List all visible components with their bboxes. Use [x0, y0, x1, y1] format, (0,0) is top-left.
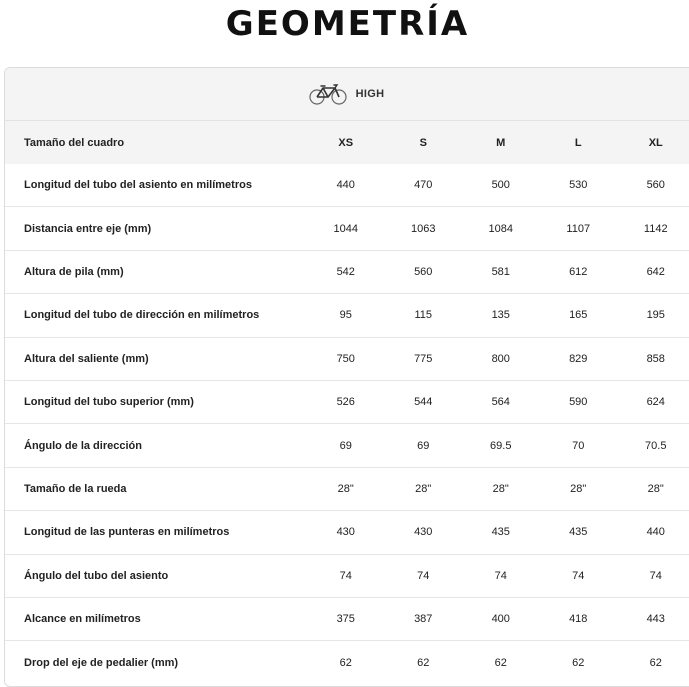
- row-value: 581: [491, 265, 510, 278]
- table-header-row: [5, 121, 689, 164]
- table-row: [5, 598, 689, 641]
- row-value: 642: [646, 265, 665, 278]
- row-value: 400: [491, 613, 510, 626]
- row-value: 440: [646, 526, 665, 539]
- table-row: [5, 381, 689, 424]
- row-label: Longitud de las punteras en milímetros: [24, 526, 230, 539]
- table-row: [5, 468, 689, 511]
- row-value: 62: [417, 656, 430, 669]
- row-value: 74: [572, 569, 585, 582]
- row-label: Distancia entre eje (mm): [24, 222, 152, 235]
- row-value: 1084: [488, 222, 513, 235]
- row-value: 560: [646, 179, 665, 192]
- row-value: 1044: [333, 222, 358, 235]
- row-value: 62: [339, 656, 352, 669]
- row-label: Drop del eje de pedalier (mm): [24, 656, 179, 669]
- row-value: 775: [414, 352, 433, 365]
- table-row: [5, 251, 689, 294]
- table-row: [5, 641, 689, 684]
- row-value: 95: [339, 309, 352, 322]
- size-header: XL: [648, 136, 663, 149]
- row-value: 375: [336, 613, 355, 626]
- row-label: Alcance en milímetros: [24, 613, 141, 626]
- size-header: M: [496, 136, 506, 149]
- page-title: GEOMETRÍA: [225, 4, 470, 44]
- row-label: Longitud del tubo superior (mm): [24, 396, 194, 409]
- row-value: 590: [569, 396, 588, 409]
- row-value: 195: [646, 309, 665, 322]
- row-value: 526: [336, 396, 355, 409]
- row-label: Ángulo del tubo del asiento: [24, 569, 169, 582]
- row-value: 560: [414, 265, 433, 278]
- row-value: 135: [491, 309, 510, 322]
- row-label: Ángulo de la dirección: [24, 439, 142, 452]
- row-value: 74: [339, 569, 352, 582]
- row-value: 70: [572, 439, 585, 452]
- table-row: [5, 424, 689, 467]
- row-value: 440: [336, 179, 355, 192]
- row-value: 74: [494, 569, 507, 582]
- row-value: 544: [414, 396, 433, 409]
- row-value: 530: [569, 179, 588, 192]
- row-value: 69.5: [490, 439, 512, 452]
- size-header: L: [574, 136, 582, 149]
- row-value: 418: [569, 613, 588, 626]
- row-value: 542: [336, 265, 355, 278]
- row-value: 800: [491, 352, 510, 365]
- row-label: Tamaño de la rueda: [24, 482, 127, 495]
- size-header: S: [419, 136, 427, 149]
- row-value: 750: [336, 352, 355, 365]
- variant-label: HIGH: [355, 88, 385, 100]
- variant-header: [5, 68, 689, 121]
- row-value: 69: [339, 439, 352, 452]
- row-value: 28": [337, 482, 354, 495]
- row-label: Altura de pila (mm): [24, 265, 124, 278]
- row-value: 829: [569, 352, 588, 365]
- row-value: 430: [414, 526, 433, 539]
- row-value: 858: [646, 352, 665, 365]
- row-value: 28": [492, 482, 509, 495]
- row-value: 564: [491, 396, 510, 409]
- row-value: 28": [570, 482, 587, 495]
- table-row: [5, 164, 689, 207]
- row-value: 435: [569, 526, 588, 539]
- row-value: 612: [569, 265, 588, 278]
- row-value: 387: [414, 613, 433, 626]
- row-value: 500: [491, 179, 510, 192]
- row-value: 1063: [411, 222, 436, 235]
- row-label: Longitud del tubo de dirección en milímetros: [24, 309, 260, 322]
- row-label: Longitud del tubo del asiento en milímetros: [24, 179, 252, 192]
- geometry-table: [4, 67, 689, 687]
- row-value: 28": [415, 482, 432, 495]
- bike-icon: [308, 82, 348, 106]
- row-value: 62: [494, 656, 507, 669]
- row-value: 62: [572, 656, 585, 669]
- header-label: Tamaño del cuadro: [24, 136, 125, 149]
- row-value: 74: [417, 569, 430, 582]
- row-value: 69: [417, 439, 430, 452]
- row-value: 1142: [643, 222, 668, 235]
- row-value: 470: [414, 179, 433, 192]
- size-header: XS: [338, 136, 354, 149]
- table-row: [5, 511, 689, 554]
- row-value: 74: [649, 569, 662, 582]
- table-row: [5, 555, 689, 598]
- table-row: [5, 207, 689, 250]
- row-value: 165: [569, 309, 588, 322]
- row-value: 62: [649, 656, 662, 669]
- row-value: 624: [646, 396, 665, 409]
- row-label: Altura del saliente (mm): [24, 352, 149, 365]
- table-row: [5, 294, 689, 337]
- row-value: 443: [646, 613, 665, 626]
- row-value: 70.5: [645, 439, 667, 452]
- row-value: 435: [491, 526, 510, 539]
- row-value: 115: [414, 309, 433, 322]
- row-value: 430: [336, 526, 355, 539]
- row-value: 28": [647, 482, 664, 495]
- table-row: [5, 338, 689, 381]
- row-value: 1107: [566, 222, 591, 235]
- table-body: [5, 164, 689, 685]
